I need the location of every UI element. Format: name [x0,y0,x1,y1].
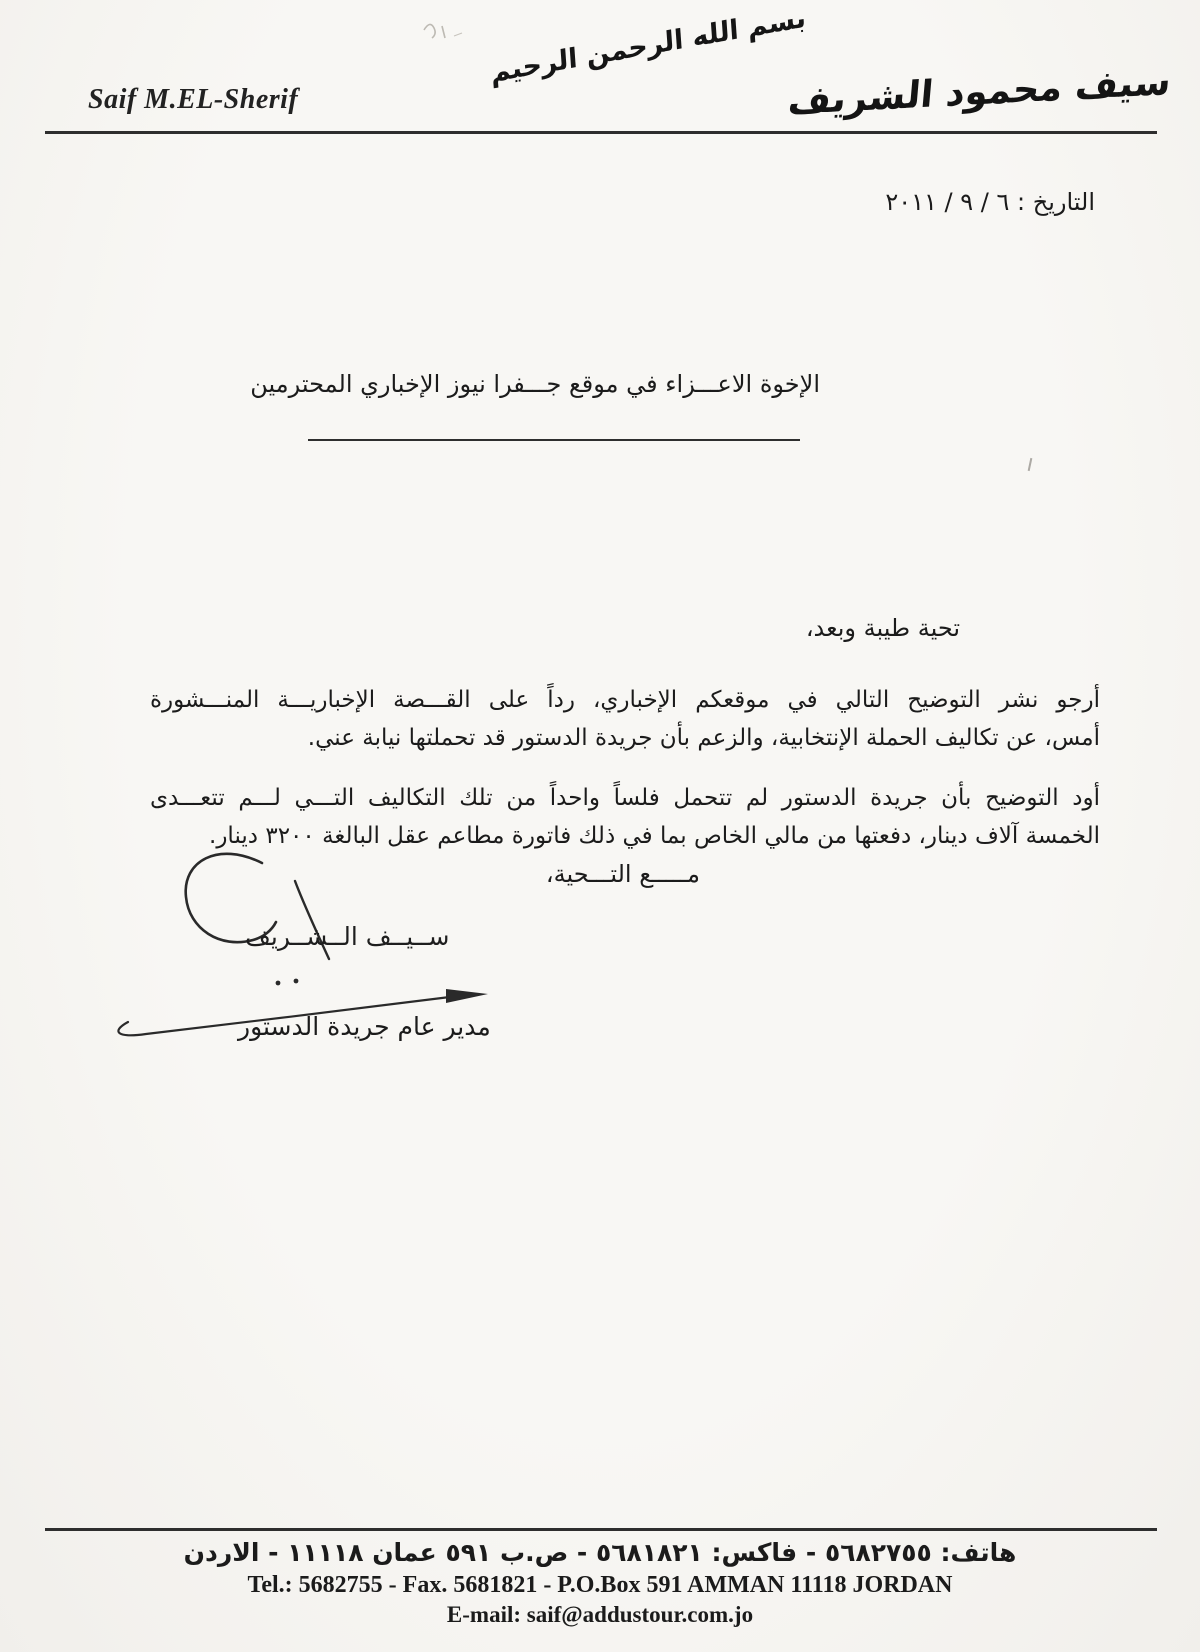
signer-title: مدير عام جريدة الدستور [238,1012,491,1041]
header-divider-line [45,131,1157,134]
pencil-mark-artifact [418,16,488,48]
sender-name-calligraphy: سيف محمود الشريف [786,59,1173,124]
closing-line: مـــــع التـــحية، [545,860,700,888]
greeting-line: تحية طيبة وبعد، [805,614,960,642]
addressee-line: الإخوة الاعـــزاء في موقع جـــفرا نيوز الإخباري المحترمين [250,370,820,398]
footer-divider-line [45,1528,1157,1531]
addressee-underline [308,439,800,441]
footer-contact-arabic: هاتف: ٥٦٨٢٧٥٥ - فاكس: ٥٦٨١٨٢١ - ص.ب ٥٩١ عمان ١١١١٨ - الاردن [183,1538,1017,1567]
footer-contact-english: Tel.: 5682755 - Fax. 5681821 - P.O.Box 591 AMMAN 11118 JORDAN [247,1572,953,1598]
sender-name-latin: Saif M.EL-Sherif [88,84,299,115]
paragraph2-line2: الخمسة آلاف دينار، دفعتها من مالي الخاص بما في ذلك فاتورة مطاعم عقل البالغة ٣٢٠٠ دينار. [209,823,1100,849]
paragraph2-line1: أود التوضيح بأن جريدة الدستور لم تتحمل فلساً واحداً من تلك التكاليف التـــي لـــم تتعـــدى [150,785,1100,811]
paragraph1-line1: أرجو نشر التوضيح التالي في موقعكم الإخباري، رداً على القـــصة الإخباريـــة المنـــشورة [150,687,1100,713]
bismillah-calligraphy: بسم الله الرحمن الرحيم [489,2,807,89]
date-line: التاريخ : ٦ / ٩ / ٢٠١١ [885,188,1095,216]
footer-email: E-mail: saif@addustour.com.jo [446,1602,754,1627]
scan-speck-artifact [1028,458,1033,471]
paragraph1-line2: أمس، عن تكاليف الحملة الإنتخابية، والزعم بأن جريدة الدستور قد تحملتها نيابة عني. [307,725,1100,751]
signature-typed-name: ســيــف الــشــريف [245,922,450,951]
